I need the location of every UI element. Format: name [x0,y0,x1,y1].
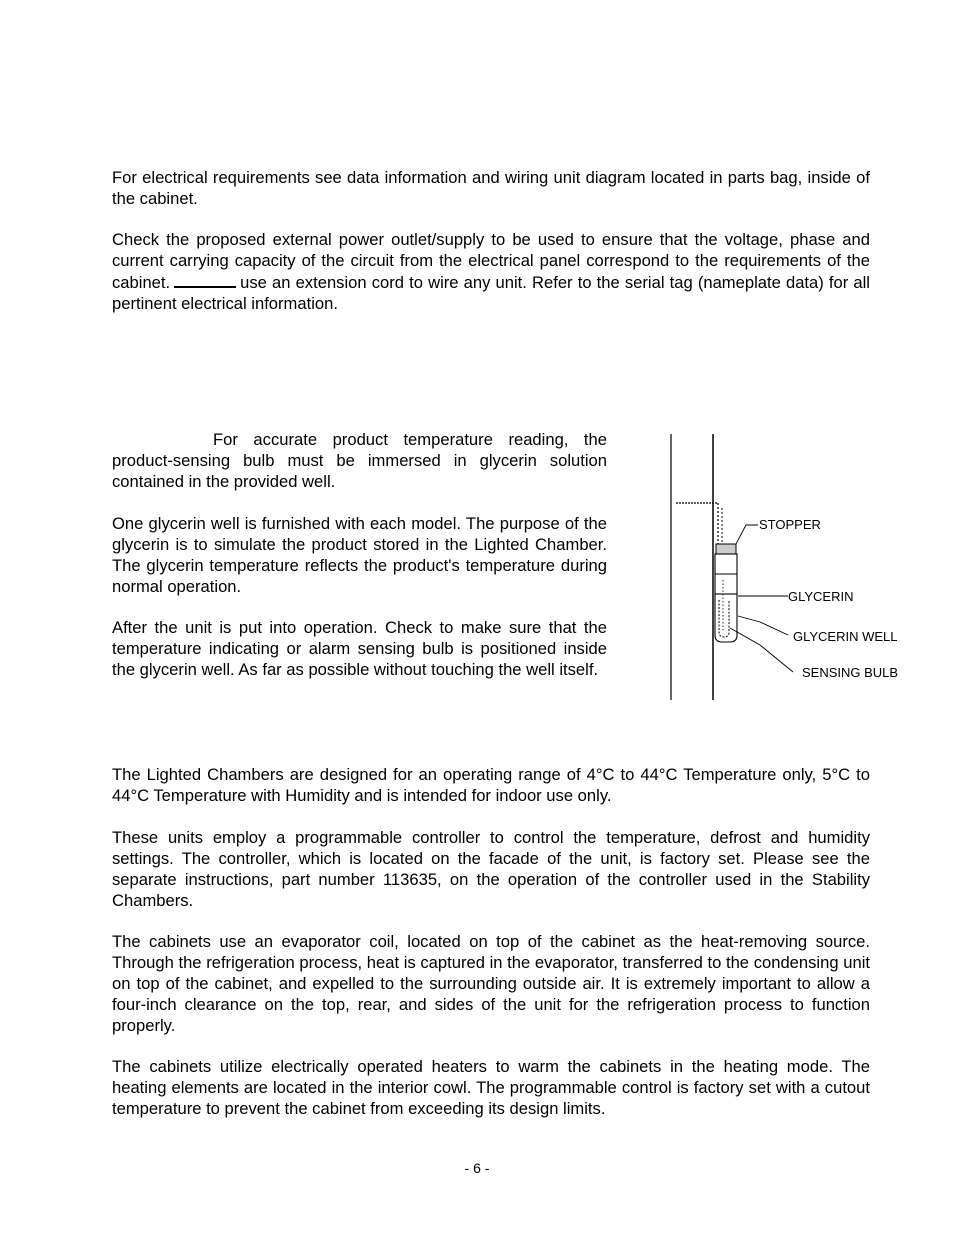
glycerin-paragraph-1 [112,430,607,493]
sensing-bulb-label: SENSING BULB [802,665,899,680]
page-number: - 6 - [464,1160,490,1176]
glycerin-label: GLYCERIN [788,589,854,604]
blank-underline [174,272,236,288]
operation-paragraph-2: These units employ a programmable controller to control the temperature, defrost and humidity settings. The controller, which is located on the facade of the unit, is factory set. Please see the separate instructions, part number 113635, on the operation of the controller used in the Stability Chambers. [112,828,870,910]
operation-paragraph-3: The cabinets use an evaporator coil, located on top of the cabinet as the heat-removing source. Through the refrigeration process, heat is captured in the evaporator, transferred to the condensing unit on top of the cabinet, and expelled to the surrounding outside air. It is extremely important to allow a four-inch clearance on the top, rear, and sides of the unit for the refrigeration process to function properly. [112,932,870,1035]
glycerin-paragraph-1-text: For accurate product temperature reading, the product-sensing bulb must be immersed in glycerin solution contained in the provided well. [112,430,607,491]
sensing-bulb-leader-line [730,628,793,672]
glycerin-well-leader-line [738,616,788,635]
electrical-paragraph-2-end: use an extension cord to wire any unit. Refer to the serial tag (nameplate data) for all pertinent electrical information. [112,272,870,313]
electrical-paragraph-2 [112,230,870,315]
glycerin-paragraph-3: After the unit is put into operation. Check to make sure that the temperature indicating or alarm sensing bulb is positioned inside the glycerin well. As far as possible without touching the well itself. [112,618,607,679]
sensing-bulb-shape [719,600,729,637]
stopper-shape [716,544,736,554]
electrical-paragraph-2-start: Check the proposed external power outlet/supply to be used to ensure that the voltage, phase and current carrying capacity of the circuit from the electrical panel correspond to the requirements of the cabinet. [112,230,870,292]
operation-paragraph-4: The cabinets utilize electrically operated heaters to warm the cabinets in the heating mode. The heating elements are located in the interior cowl. The programmable control is factory set with a cutout temperature to prevent the cabinet from exceeding its design limits. [112,1057,870,1118]
stopper-leader-line [736,525,758,544]
glycerin-paragraph-2: One glycerin well is furnished with each model. The purpose of the glycerin is to simulate the product stored in the Lighted Chamber. The glycerin temperature reflects the product's temperature during normal operation. [112,514,607,596]
glycerin-well-diagram [660,430,920,705]
well-lower-shape [715,594,737,642]
stopper-label: STOPPER [759,517,821,532]
electrical-paragraph-1: For electrical requirements see data information and wiring unit diagram located in parts bag, inside of the cabinet. [112,168,870,208]
operation-paragraph-1: The Lighted Chambers are designed for an operating range of 4°C to 44°C Temperature only, 5°C to 44°C Temperature with Humidity and is intended for indoor use only. [112,765,870,805]
glycerin-well-label: GLYCERIN WELL [793,629,898,644]
